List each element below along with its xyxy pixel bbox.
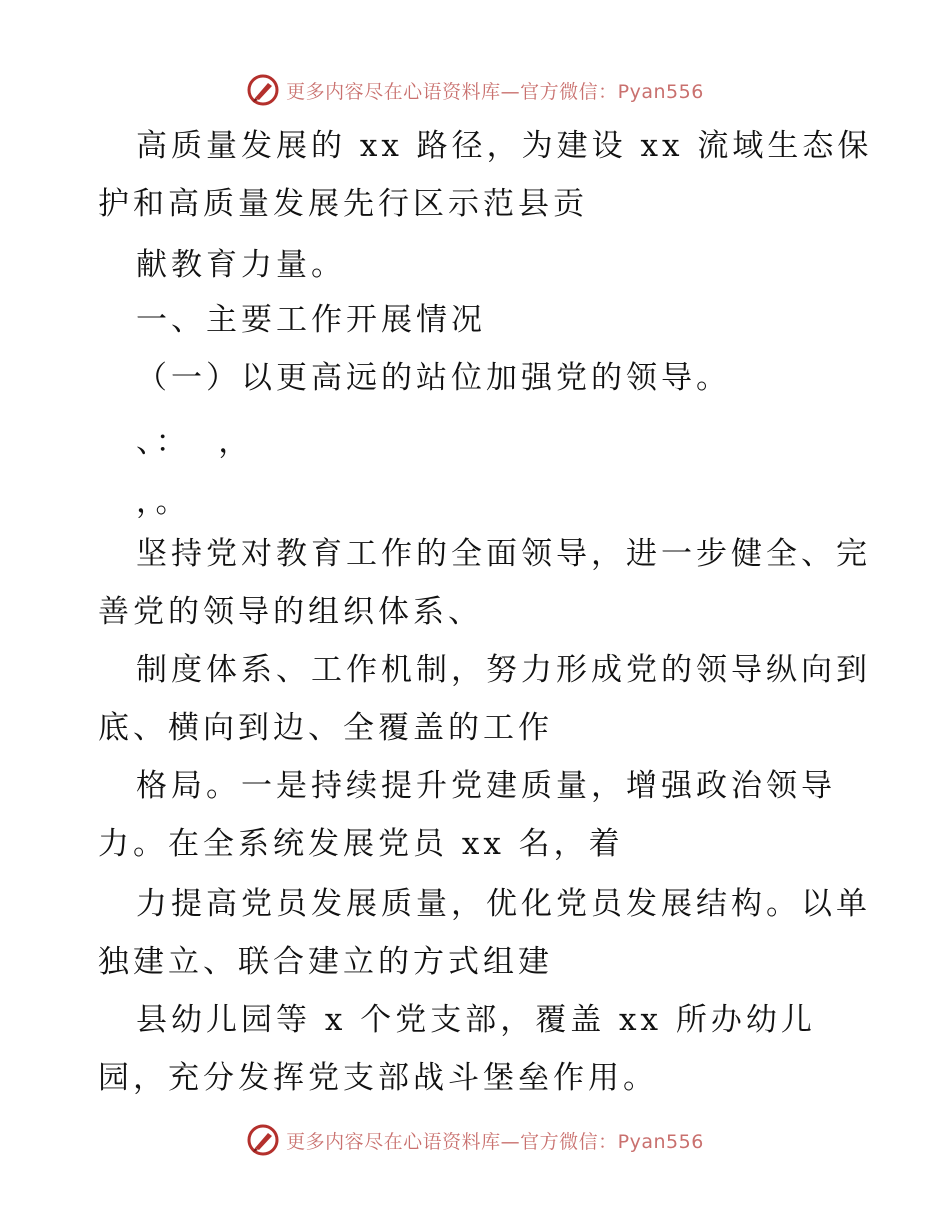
section-heading: 一、主要工作开展情况 — [136, 302, 486, 338]
body-line: 善党的领导的组织体系、 — [98, 594, 483, 630]
pen-logo-icon — [246, 1123, 280, 1157]
footer-watermark-text: 更多内容尽在心语资料库—官方微信：Pyan556 — [286, 1130, 704, 1153]
body-line: 园，充分发挥党支部战斗堡垒作用。 — [98, 1060, 658, 1096]
header-watermark — [0, 70, 950, 110]
body-line: ，。 — [136, 484, 191, 520]
body-line: 献教育力量。 — [136, 247, 346, 283]
body-line: 力。在全系统发展党员 xx 名，着 — [98, 826, 624, 862]
body-line: 力提高党员发展质量，优化党员发展结构。以单 — [136, 886, 871, 922]
body-line: 、： ， — [136, 424, 254, 460]
body-line: 高质量发展的 xx 路径，为建设 xx 流域生态保 — [136, 128, 873, 164]
body-line: 独建立、联合建立的方式组建 — [98, 944, 553, 980]
body-line: 格局。一是持续提升党建质量，增强政治领导 — [136, 768, 836, 804]
body-line: 底、横向到边、全覆盖的工作 — [98, 710, 553, 746]
body-line: 坚持党对教育工作的全面领导，进一步健全、完 — [136, 536, 871, 572]
header-watermark-text: 更多内容尽在心语资料库—官方微信：Pyan556 — [286, 80, 704, 103]
body-line: 县幼儿园等 x 个党支部，覆盖 xx 所办幼儿 — [136, 1002, 816, 1038]
subsection-heading: （一）以更高远的站位加强党的领导。 — [136, 360, 731, 396]
body-line: 制度体系、工作机制，努力形成党的领导纵向到 — [136, 652, 871, 688]
body-line: 护和高质量发展先行区示范县贡 — [98, 186, 588, 222]
pen-logo-icon — [246, 73, 280, 107]
footer-watermark — [0, 1120, 950, 1160]
